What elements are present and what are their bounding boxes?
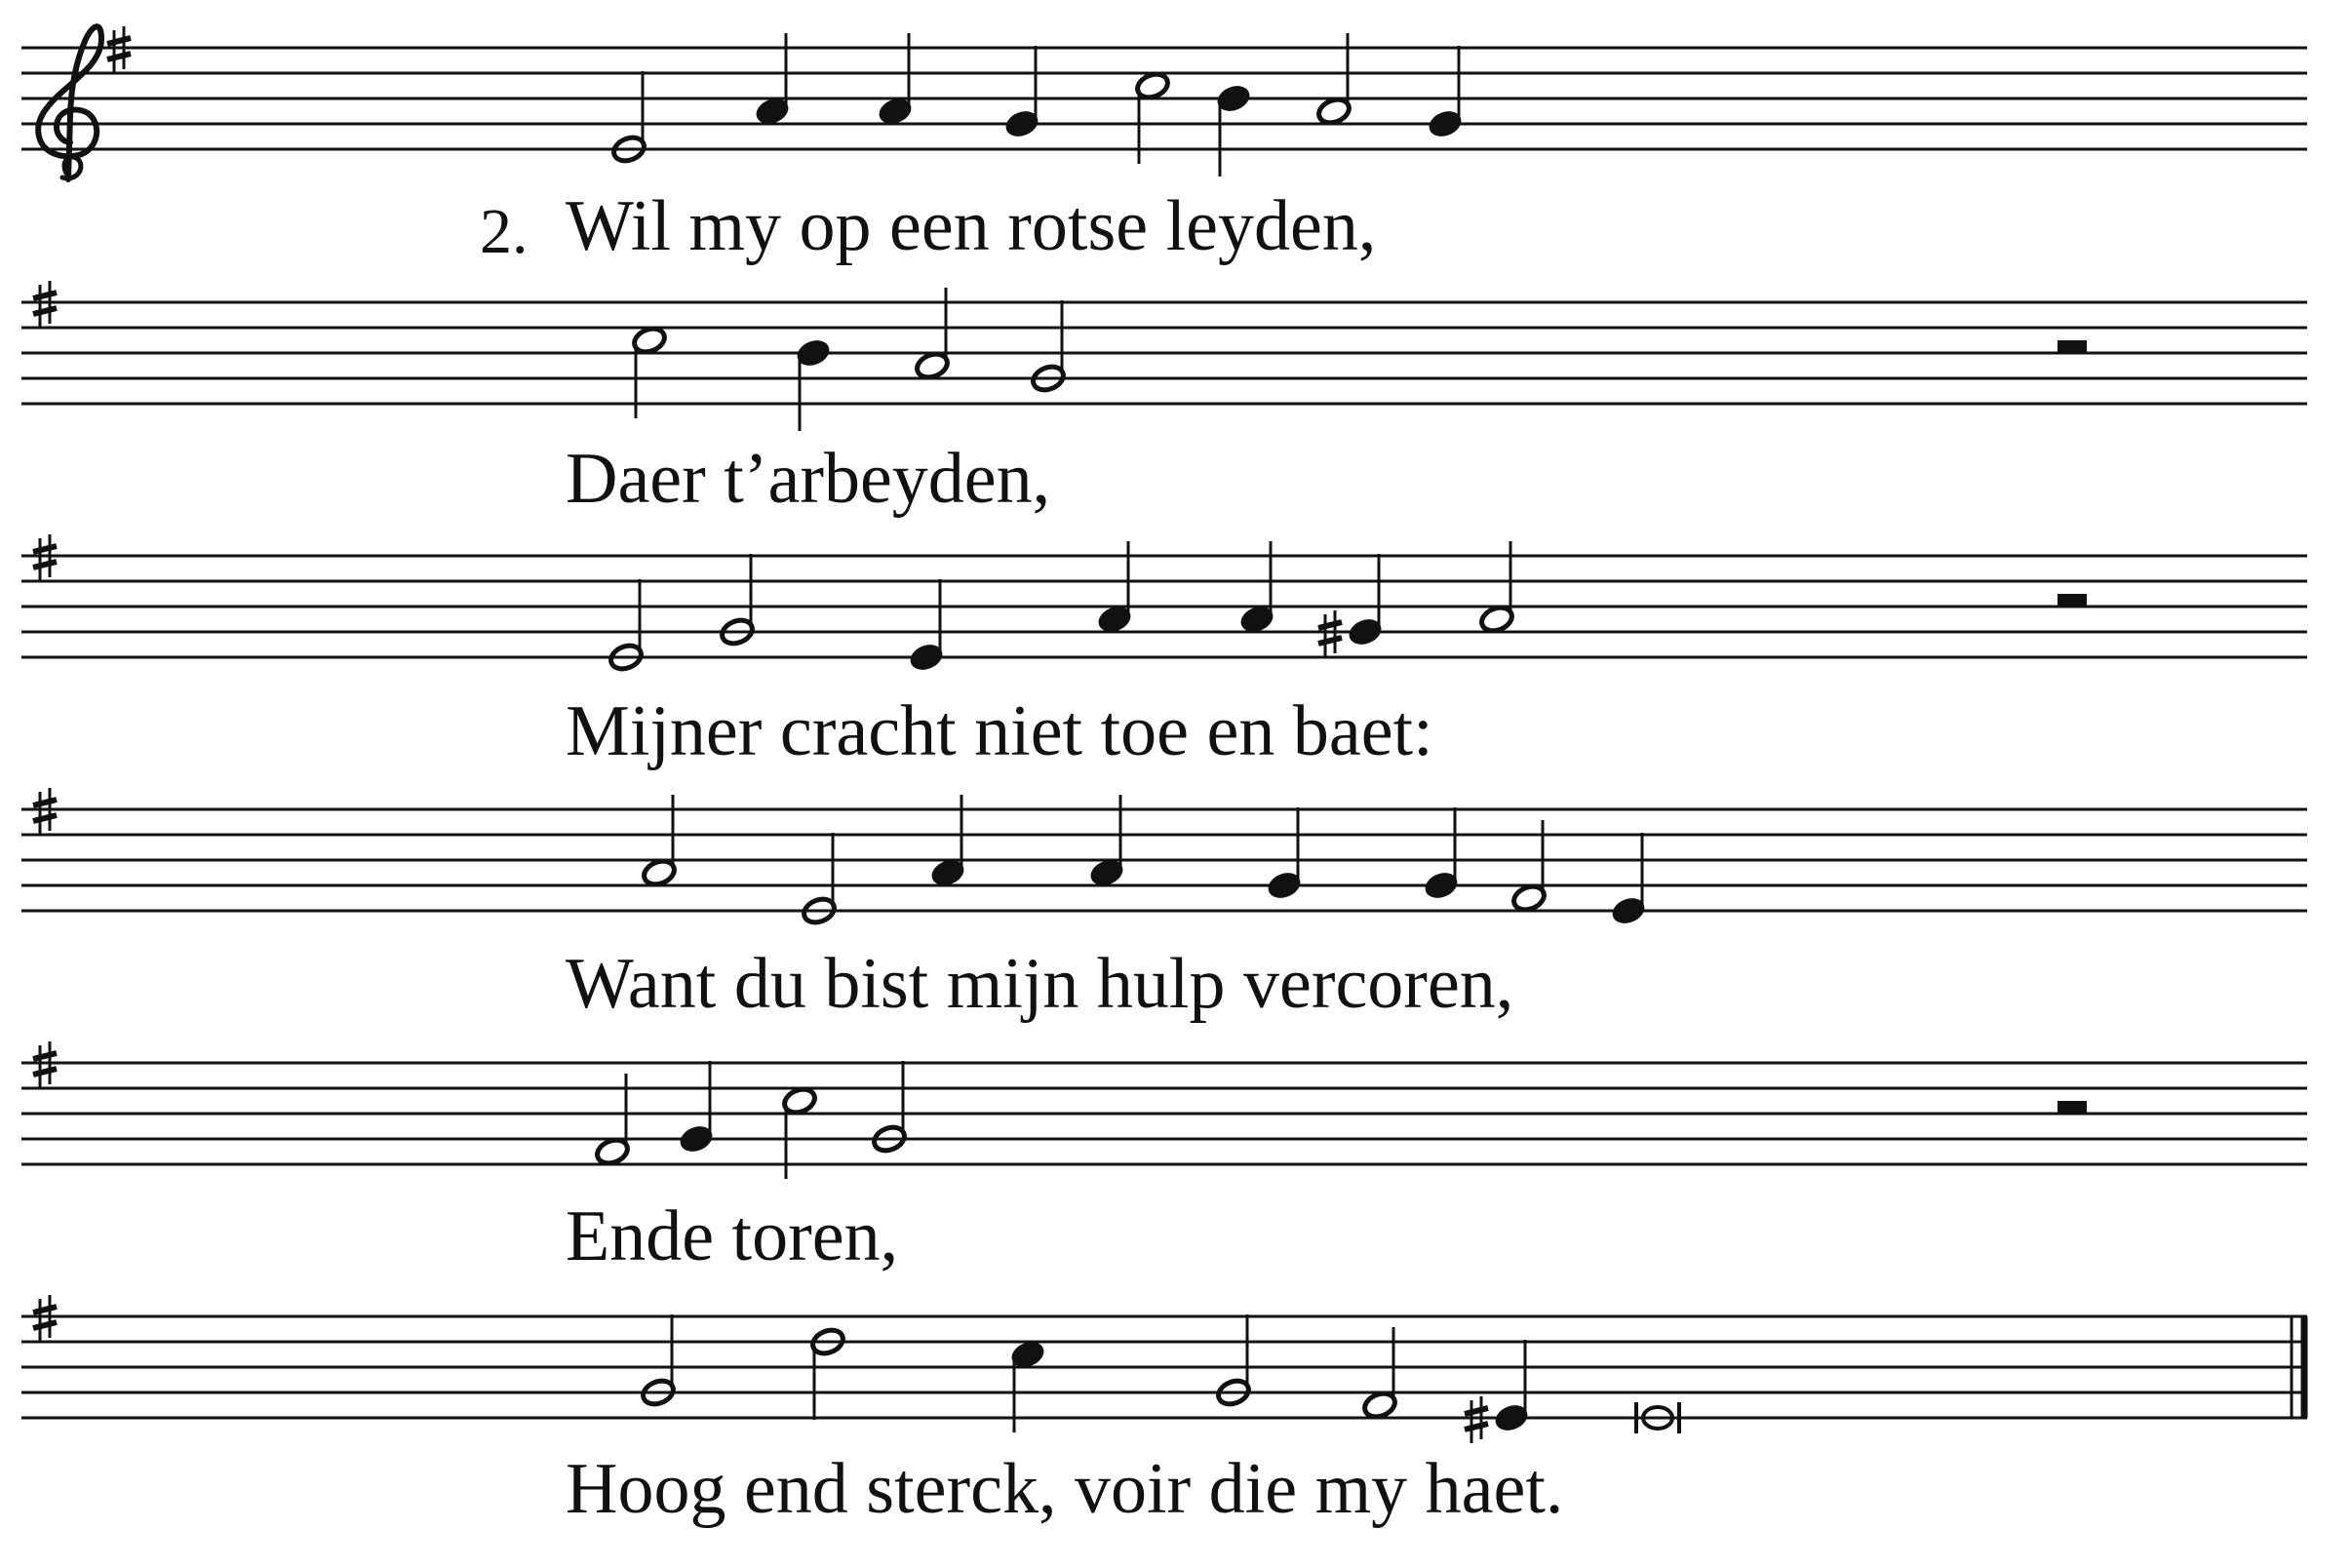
staff-system: [21, 788, 2307, 926]
half-note: [610, 71, 647, 165]
key-signature-sharp-icon: [33, 1041, 57, 1088]
half-note: [801, 833, 838, 926]
staff-system: [21, 1295, 2307, 1443]
staff-system: [21, 1041, 2307, 1179]
half-note: [1030, 300, 1067, 394]
half-note: [719, 554, 756, 647]
key-signature-sharp-icon: [33, 788, 57, 835]
lyric-line-6: Hoog end sterck, voir die my haet.: [566, 1449, 1564, 1529]
half-note: [871, 1061, 908, 1155]
quarter-note: [1215, 83, 1252, 176]
sharp-accidental-icon: [1465, 1396, 1488, 1443]
half-rest-icon: [2058, 340, 2087, 353]
key-signature-sharp-icon: [33, 281, 57, 328]
key-signature-sharp-icon: [33, 534, 57, 581]
lyric-line-3: Mijner cracht niet toe en baet:: [566, 691, 1433, 771]
quarter-note: [908, 579, 945, 673]
half-note: [608, 579, 645, 673]
lyric-line-1: Wil my op een rotse leyden,: [566, 186, 1377, 266]
treble-clef-icon: [38, 26, 101, 179]
quarter-note: [795, 337, 832, 431]
key-signature-sharp-icon: [107, 26, 131, 73]
lyric-line-4: Want du bist mijn hulp vercoren,: [566, 944, 1514, 1024]
half-note: [640, 1314, 677, 1408]
quarter-note: [1423, 807, 1460, 901]
staff-system: [21, 26, 2307, 176]
lyric-line-5: Ende toren,: [566, 1196, 899, 1276]
half-note: [809, 1326, 846, 1420]
quarter-note: [678, 1061, 715, 1155]
lyric-line-2: Daer t’arbeyden,: [566, 439, 1051, 519]
verse-number: 2.: [480, 196, 529, 267]
quarter-note: [1427, 46, 1464, 139]
quarter-note: [1266, 807, 1303, 901]
sharp-accidental-icon: [1318, 610, 1342, 657]
half-rest-icon: [2058, 594, 2087, 607]
half-note: [1215, 1314, 1252, 1408]
staff-system: [21, 534, 2307, 673]
key-signature-sharp-icon: [33, 1295, 57, 1342]
staff-system: [21, 281, 2307, 431]
half-rest-icon: [2058, 1101, 2087, 1114]
quarter-note: [1610, 833, 1647, 926]
quarter-note: [1003, 46, 1040, 139]
